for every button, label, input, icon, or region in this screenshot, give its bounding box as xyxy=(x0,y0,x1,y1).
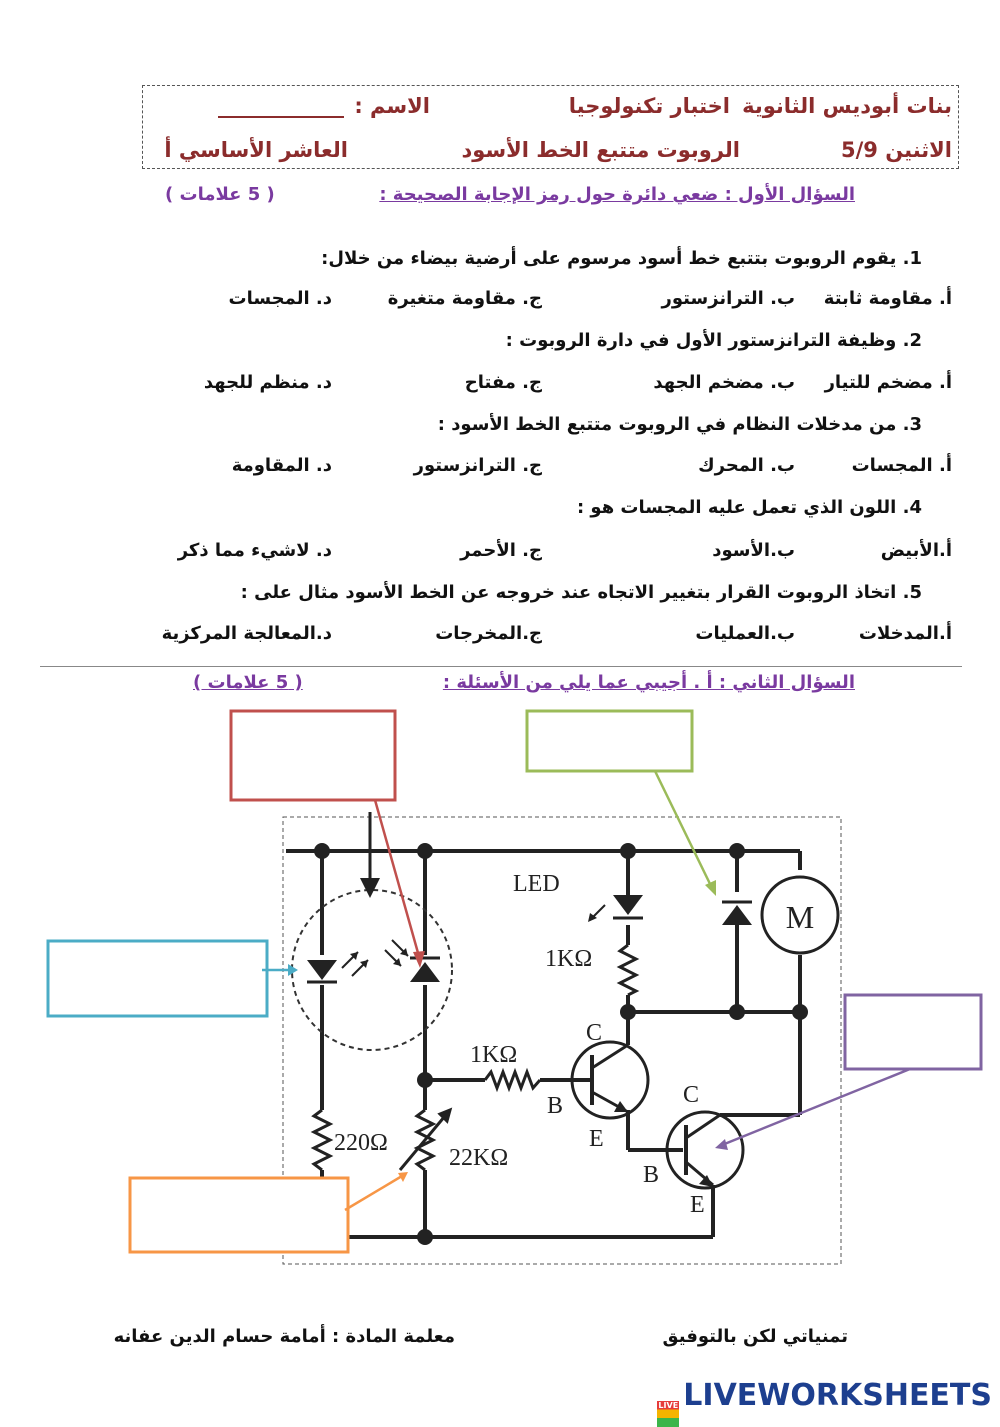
logo-text: LIVEWORKSHEETS xyxy=(683,1378,992,1413)
flyback-diode xyxy=(722,902,752,925)
arrow-green xyxy=(655,771,712,888)
answer-box-orange[interactable] xyxy=(130,1178,348,1252)
exam-title: اختبار تكنولوجيا xyxy=(568,94,730,118)
answer-option[interactable]: د. المجسات xyxy=(228,288,332,309)
name-blank[interactable]: ____________ xyxy=(218,94,344,118)
base-resistor-label: 1KΩ xyxy=(470,1042,518,1068)
question-number: 3. xyxy=(902,414,922,435)
question-text xyxy=(506,330,922,351)
logo-icon: LIVE xyxy=(657,1401,679,1427)
section-divider xyxy=(40,666,962,667)
question-stem: يقوم الروبوت بتتبع خط أسود مرسوم على أرضية بيضاء من خلال: xyxy=(321,248,897,269)
transistor-2 xyxy=(667,1112,743,1215)
answer-box-red[interactable] xyxy=(231,711,395,800)
school-name: بنات أبوديس الثانوية xyxy=(742,94,952,118)
question-text xyxy=(321,248,922,269)
answer-option[interactable]: ب.الأسود xyxy=(712,540,795,561)
question-number: 2. xyxy=(902,330,922,351)
answer-option[interactable]: ب.العمليات xyxy=(695,623,795,644)
answer-option[interactable]: ب. مضخم الجهد xyxy=(653,372,795,393)
question-text xyxy=(438,414,922,435)
t1-emitter-label: E xyxy=(589,1126,604,1152)
answer-option[interactable]: أ.المدخلات xyxy=(858,623,952,644)
t1-base-label: B xyxy=(547,1093,564,1119)
indicator-led xyxy=(588,895,643,922)
answer-option[interactable]: د. منظم للجهد xyxy=(203,372,332,393)
answer-box-green[interactable] xyxy=(527,711,692,771)
question-number: 4. xyxy=(902,497,922,518)
footer-teacher: معلمة المادة : أمامة حسام الدين عفانه xyxy=(113,1326,455,1347)
answer-option[interactable]: ج. مفتاح xyxy=(464,372,542,393)
pot-22k-label: 22KΩ xyxy=(449,1145,509,1171)
answer-option[interactable]: ج. مقاومة متغيرة xyxy=(387,288,542,309)
arrow-orange xyxy=(345,1176,402,1210)
t2-base-label: B xyxy=(643,1162,660,1188)
answer-option[interactable]: ب. الترانزستور xyxy=(661,288,795,309)
question-number: 5. xyxy=(902,582,922,603)
answer-option[interactable]: أ. المجسات xyxy=(851,455,952,476)
motor-label: M xyxy=(785,899,815,935)
circuit-wires xyxy=(286,851,800,1237)
answer-option[interactable]: أ. مضخم للتيار xyxy=(824,372,952,393)
question-stem: اتخاذ الروبوت القرار بتغيير الاتجاه عند خروجه عن الخط الأسود مثال على : xyxy=(240,582,897,603)
led-label: LED xyxy=(513,871,560,897)
name-label: الاسم : xyxy=(354,94,430,118)
t2-emitter-label: E xyxy=(690,1192,705,1218)
answer-option[interactable]: ب. المحرك xyxy=(698,455,795,476)
q1-marks: ( 5 علامات ) xyxy=(165,184,275,205)
question-stem: من مدخلات النظام في الروبوت متتبع الخط الأسود : xyxy=(437,414,897,435)
answer-option[interactable]: د.المعالجة المركزية xyxy=(161,623,332,644)
q2-title: السؤال الثاني : أ . أجيبي عما يلي من الأسئلة : xyxy=(442,672,855,693)
answer-option[interactable]: ج. الترانزستور xyxy=(413,455,542,476)
answer-option[interactable]: د. لاشيء مما ذكر xyxy=(177,540,332,561)
resistor-220-label: 220Ω xyxy=(334,1130,388,1156)
footer-wish: تمنياتي لكن بالتوفيق xyxy=(662,1326,848,1347)
answer-box-purple[interactable] xyxy=(845,995,981,1069)
q1-title: السؤال الأول : ضعي دائرة حول رمز الإجابة الصحيحة : xyxy=(379,184,855,205)
exam-topic: الروبوت متتبع الخط الأسود xyxy=(461,138,740,162)
liveworksheets-logo xyxy=(657,1378,992,1427)
answer-option[interactable]: ج.المخرجات xyxy=(435,623,542,644)
arrow-purple xyxy=(722,1069,910,1145)
grade-class: العاشر الأساسي أ xyxy=(164,138,348,162)
exam-date: الاثنين 5/9 xyxy=(841,138,952,162)
question-stem: اللون الذي تعمل عليه المجسات هو : xyxy=(576,497,897,518)
t2-collector-label: C xyxy=(683,1082,700,1108)
t1-collector-label: C xyxy=(586,1020,603,1046)
circuit-diagram xyxy=(0,700,1000,1280)
answer-option[interactable]: أ.الأبيض xyxy=(880,540,952,561)
question-text xyxy=(577,497,922,518)
question-stem: وظيفة الترانزستور الأول في دارة الروبوت : xyxy=(505,330,897,351)
answer-option[interactable]: أ. مقاومة ثابتة xyxy=(823,288,952,309)
answer-option[interactable]: د. المقاومة xyxy=(231,455,332,476)
led-resistor-label: 1KΩ xyxy=(545,946,593,972)
question-text xyxy=(241,582,922,603)
q2-marks: ( 5 علامات ) xyxy=(193,672,303,693)
photodiode-symbol xyxy=(385,940,440,982)
answer-option[interactable]: ج. الأحمر xyxy=(460,540,542,561)
question-number: 1. xyxy=(902,248,922,269)
arrow-red xyxy=(375,800,420,960)
answer-box-blue[interactable] xyxy=(48,941,267,1016)
sensor-led-symbol xyxy=(307,952,368,982)
